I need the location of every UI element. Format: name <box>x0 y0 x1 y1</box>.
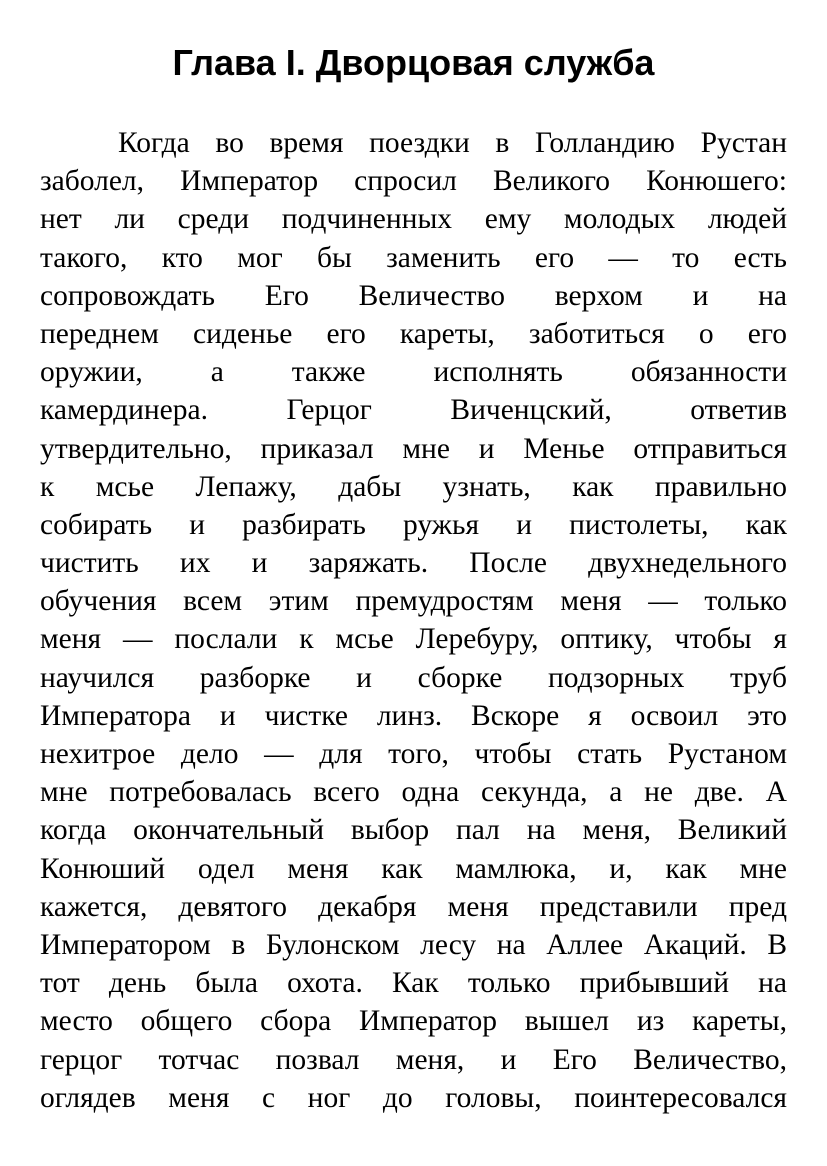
text-line: утвердительно, приказал мне и Менье отправиться <box>40 432 787 465</box>
body-paragraph <box>40 124 787 1117</box>
text-line: нет ли среди подчиненных ему молодых людей <box>40 203 787 236</box>
text-line: когда окончательный выбор пал на меня, Великий <box>40 814 787 847</box>
text-line: меня — послали к мсье Леребуру, оптику, чтобы я <box>40 623 787 656</box>
text-line: оглядев меня с ног до головы, поинтересовался <box>40 1081 787 1114</box>
text-line: Конюший одел меня как мамлюка, и, как мне <box>40 852 787 885</box>
text-line: тот день была охота. Как только прибывший на <box>40 967 787 1000</box>
text-line: к мсье Лепажу, дабы узнать, как правильно <box>40 470 787 503</box>
text-line: нехитрое дело — для того, чтобы стать Рустаном <box>40 738 787 770</box>
text-line: место общего сбора Император вышел из кареты, <box>40 1005 787 1038</box>
text-line: научился разборке и сборке подзорных труб <box>40 661 787 694</box>
text-line: заболел, Император спросил Великого Конюшего: <box>40 165 787 198</box>
text-line: такого, кто мог бы заменить его — то есть <box>40 241 787 274</box>
text-line: кажется, девятого декабря меня представили пред <box>40 890 787 923</box>
text-line: мне потребовалась всего одна секунда, а не две. А <box>40 776 787 809</box>
text-line: Императора и чистке линз. Вскоре я освоил это <box>40 699 787 732</box>
text-line: чистить их и заряжать. После двухнедельного <box>40 547 787 580</box>
text-line: переднем сиденье его кареты, заботиться о его <box>40 317 787 350</box>
text-line: Императором в Булонском лесу на Аллее Акаций. В <box>40 928 787 961</box>
chapter-title: Глава I. Дворцовая служба <box>172 42 655 83</box>
text-line: герцог тотчас позвал меня, и Его Величество, <box>40 1043 787 1076</box>
text-line: собирать и разбирать ружья и пистолеты, как <box>40 508 787 541</box>
text-line: камердинера. Герцог Виченцский, ответив <box>40 394 787 427</box>
text-line: оружии, а также исполнять обязанности <box>40 356 787 389</box>
text-line: сопровождать Его Величество верхом и на <box>40 279 787 312</box>
text-line: Когда во время поездки в Голландию Рустан <box>118 127 787 159</box>
text-line: обучения всем этим премудростям меня — только <box>40 585 787 618</box>
